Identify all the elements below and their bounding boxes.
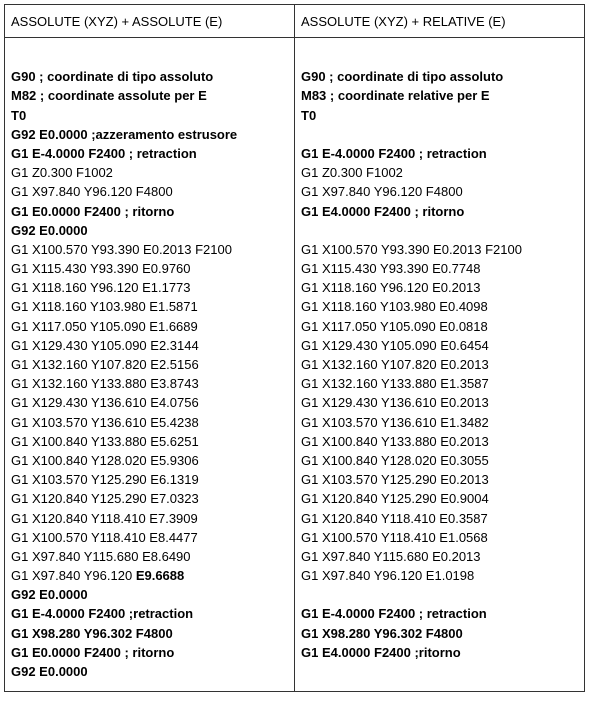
code-line <box>301 86 584 105</box>
code-text: G1 E-4.0000 F2400 ; retraction <box>301 145 487 161</box>
code-text: G1 X129.430 Y105.090 E2.3144 <box>11 337 199 353</box>
code-text: G1 X103.570 Y125.290 E6.1319 <box>11 472 199 488</box>
code-line <box>301 643 584 662</box>
code-text: G1 X100.570 Y93.390 E0.2013 F2100 <box>301 241 522 257</box>
code-line <box>11 432 294 451</box>
code-text: G1 E0.0000 F2400 ; ritorno <box>11 203 175 219</box>
code-line <box>301 278 584 297</box>
code-line <box>301 393 584 412</box>
code-text: G1 X100.840 Y128.020 E0.3055 <box>301 452 489 468</box>
code-text: M83 ; coordinate relative per E <box>301 88 490 104</box>
code-text: G1 X132.160 Y107.820 E2.5156 <box>11 357 199 372</box>
code-line <box>11 278 294 297</box>
code-line <box>301 547 584 566</box>
code-text: G1 X118.160 Y96.120 E1.1773 <box>11 280 191 296</box>
code-line <box>11 624 294 643</box>
code-text: G1 X129.430 Y105.090 E0.6454 <box>301 337 489 353</box>
code-line <box>301 240 584 259</box>
code-line <box>11 355 294 374</box>
code-text: G1 X120.840 Y118.410 E7.3909 <box>11 510 198 526</box>
code-text: G1 X100.840 Y133.880 E5.6251 <box>11 433 199 449</box>
code-line <box>11 240 294 259</box>
code-line <box>11 86 294 105</box>
code-line <box>301 317 584 336</box>
code-text: G1 X100.840 Y133.880 E0.2013 <box>301 433 489 449</box>
gcode-comparison-table <box>4 4 585 692</box>
code-text: G1 X103.570 Y136.610 E1.3482 <box>301 414 489 430</box>
code-line <box>301 432 584 451</box>
code-line <box>11 643 294 662</box>
code-text: G1 X129.430 Y136.610 E4.0756 <box>11 395 199 411</box>
code-text: G1 X100.570 Y93.390 E0.2013 F2100 <box>11 241 232 257</box>
code-text: G1 X115.430 Y93.390 E0.9760 <box>11 261 191 277</box>
code-text: G1 X115.430 Y93.390 E0.7748 <box>301 261 481 277</box>
code-text: G1 X120.840 Y125.290 E7.0323 <box>11 491 199 507</box>
code-line <box>11 566 294 585</box>
code-line <box>11 67 294 86</box>
code-line <box>11 317 294 336</box>
code-text: G1 E0.0000 F2400 ; ritorno <box>11 644 175 660</box>
code-line <box>301 336 584 355</box>
code-line <box>301 182 584 201</box>
code-line <box>11 221 294 240</box>
code-line <box>11 509 294 528</box>
code-text: G1 E-4.0000 F2400 ; retraction <box>11 145 197 161</box>
code-text: G1 X97.840 Y96.120 <box>11 568 136 584</box>
right-code-cell <box>295 38 585 692</box>
code-line <box>11 585 294 604</box>
code-text: G1 E4.0000 F2400 ; ritorno <box>301 203 465 219</box>
code-line <box>11 336 294 355</box>
code-text: G1 X97.840 Y96.120 F4800 <box>11 184 173 200</box>
code-text: G92 E0.0000 <box>11 587 88 603</box>
code-line <box>301 413 584 432</box>
code-line <box>11 106 294 125</box>
code-line <box>11 163 294 182</box>
code-line <box>11 489 294 508</box>
code-line <box>301 297 584 316</box>
code-line <box>301 144 584 163</box>
code-text: G1 Z0.300 F1002 <box>11 165 113 181</box>
code-text: T0 <box>11 107 27 123</box>
code-line <box>301 355 584 374</box>
code-text: G1 E-4.0000 F2400 ;retraction <box>11 606 194 622</box>
code-text: G1 X97.840 Y115.680 E0.2013 <box>301 548 481 564</box>
left-column-header: ASSOLUTE (XYZ) + ASSOLUTE (E) <box>5 5 295 38</box>
code-text: G92 E0.0000 ;azzeramento estrusore <box>11 126 238 142</box>
code-line <box>301 451 584 470</box>
code-line <box>11 202 294 221</box>
code-line <box>301 221 584 240</box>
code-line <box>301 470 584 489</box>
code-line <box>301 163 584 182</box>
code-line <box>11 393 294 412</box>
code-text: G1 X132.160 Y107.820 E0.2013 <box>301 357 489 372</box>
code-line <box>11 604 294 623</box>
right-column-header: ASSOLUTE (XYZ) + RELATIVE (E) <box>295 5 585 38</box>
code-text: G1 X100.570 Y118.410 E1.0568 <box>301 529 488 545</box>
code-line <box>301 125 584 144</box>
code-text: G1 X100.570 Y118.410 E8.4477 <box>11 529 198 545</box>
code-line <box>301 662 584 681</box>
code-line <box>11 662 294 681</box>
code-text: G1 X98.280 Y96.302 F4800 <box>11 625 173 641</box>
code-line <box>11 470 294 489</box>
code-text: G1 X97.840 Y96.120 E1.0198 <box>301 568 475 584</box>
code-line <box>301 566 584 585</box>
header-row <box>5 5 585 38</box>
code-text: G1 X132.160 Y133.880 E3.8743 <box>11 376 199 392</box>
code-line <box>301 585 584 604</box>
code-text: M82 ; coordinate assolute per E <box>11 88 207 104</box>
code-row <box>5 38 585 692</box>
code-text: G1 X120.840 Y125.290 E0.9004 <box>301 491 489 507</box>
code-line <box>11 182 294 201</box>
code-text: G1 X118.160 Y96.120 E0.2013 <box>301 280 481 296</box>
code-line <box>11 297 294 316</box>
code-text: G1 X118.160 Y103.980 E1.5871 <box>11 299 198 315</box>
code-line <box>301 489 584 508</box>
code-text: G1 X103.570 Y136.610 E5.4238 <box>11 414 199 430</box>
code-line <box>301 509 584 528</box>
code-line <box>301 259 584 278</box>
code-text: G1 X97.840 Y96.120 F4800 <box>301 184 463 200</box>
code-text: G1 X117.050 Y105.090 E1.6689 <box>11 318 198 334</box>
code-line <box>11 259 294 278</box>
code-line <box>11 374 294 393</box>
code-line <box>11 125 294 144</box>
code-line <box>301 48 584 67</box>
code-text: G1 E4.0000 F2400 ;ritorno <box>301 644 461 660</box>
code-line <box>301 106 584 125</box>
code-text: G1 X103.570 Y125.290 E0.2013 <box>301 472 489 488</box>
code-text: G90 ; coordinate di tipo assoluto <box>301 69 504 85</box>
code-text: G92 E0.0000 <box>11 664 88 679</box>
code-line <box>301 374 584 393</box>
code-line <box>301 528 584 547</box>
code-line <box>11 451 294 470</box>
code-text: G1 X120.840 Y118.410 E0.3587 <box>301 510 488 526</box>
code-text: G90 ; coordinate di tipo assoluto <box>11 69 214 85</box>
code-line <box>301 67 584 86</box>
code-text: G1 X129.430 Y136.610 E0.2013 <box>301 395 489 411</box>
code-text: G1 X132.160 Y133.880 E1.3587 <box>301 376 489 392</box>
left-code-cell <box>5 38 295 692</box>
code-text: G1 X117.050 Y105.090 E0.0818 <box>301 318 488 334</box>
code-text-bold: E9.6688 <box>135 568 185 584</box>
code-line <box>11 144 294 163</box>
code-text: G92 E0.0000 <box>11 222 88 238</box>
code-line <box>301 202 584 221</box>
code-text: G1 X97.840 Y115.680 E8.6490 <box>11 548 191 564</box>
code-line <box>11 413 294 432</box>
code-text: G1 Z0.300 F1002 <box>301 165 403 181</box>
code-text: G1 E-4.0000 F2400 ; retraction <box>301 606 487 622</box>
code-text: G1 X100.840 Y128.020 E5.9306 <box>11 452 199 468</box>
code-text: T0 <box>301 107 317 123</box>
code-text: G1 X98.280 Y96.302 F4800 <box>301 625 463 641</box>
code-line <box>301 624 584 643</box>
code-line <box>11 528 294 547</box>
code-line <box>11 48 294 67</box>
code-line <box>11 547 294 566</box>
code-line <box>301 604 584 623</box>
code-text: G1 X118.160 Y103.980 E0.4098 <box>301 299 488 315</box>
